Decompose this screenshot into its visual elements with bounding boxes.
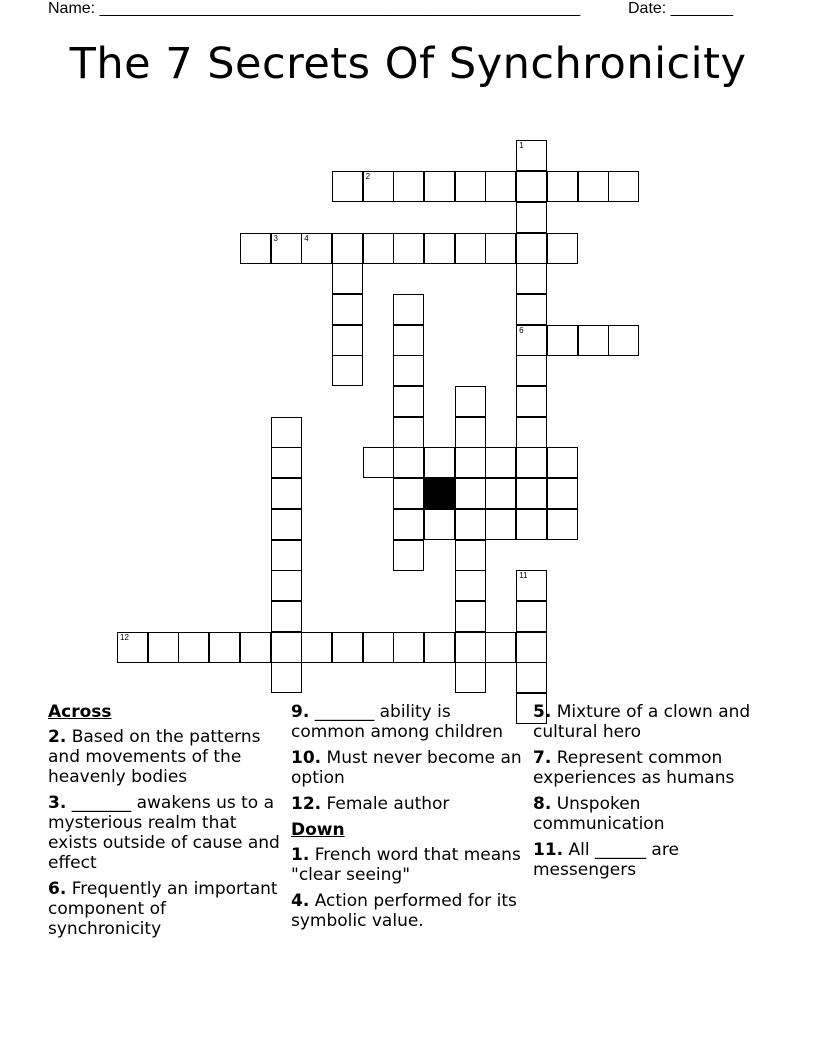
clue-number: 1.: [291, 845, 310, 865]
grid-cell[interactable]: [424, 632, 455, 663]
grid-cell[interactable]: [271, 509, 302, 540]
clue-text: Frequently an important component of synchronicity: [48, 879, 278, 939]
grid-cell[interactable]: [240, 632, 271, 663]
clue-number: 10.: [291, 748, 322, 768]
across-clues-part1: [48, 727, 284, 939]
grid-cell[interactable]: [271, 417, 302, 448]
grid-cell[interactable]: [455, 509, 486, 540]
grid-cell[interactable]: [393, 233, 424, 264]
grid-cell[interactable]: [393, 355, 424, 386]
clue-number: 9.: [291, 702, 310, 722]
grid-cell[interactable]: [455, 540, 486, 571]
clue-item: [291, 891, 527, 931]
grid-cell[interactable]: [516, 386, 547, 417]
grid-cell[interactable]: [271, 233, 302, 264]
clue-item: [48, 879, 284, 939]
clue-item: [48, 793, 284, 873]
clue-number: 2.: [48, 727, 67, 747]
date-blank[interactable]: _______: [670, 0, 733, 17]
name-label: Name:: [48, 0, 96, 17]
grid-cell[interactable]: [393, 540, 424, 571]
clue-number-label: 1: [519, 141, 524, 151]
grid-cell[interactable]: [332, 355, 363, 386]
grid-cell[interactable]: [271, 447, 302, 478]
clue-column-1: [48, 702, 284, 945]
grid-cell[interactable]: [516, 233, 547, 264]
grid-cell[interactable]: [455, 662, 486, 693]
grid-cell[interactable]: [516, 509, 547, 540]
across-heading: Across: [48, 702, 112, 722]
clue-number-label: 2: [365, 172, 371, 182]
grid-cell[interactable]: [516, 601, 547, 632]
grid-cell[interactable]: [301, 632, 332, 663]
clue-text: Based on the patterns and movements of the heavenly bodies: [48, 727, 261, 787]
grid-cell[interactable]: [393, 171, 424, 202]
clue-item: [533, 840, 769, 880]
grid-cell[interactable]: [455, 386, 486, 417]
down-clues-part1: [291, 845, 527, 931]
grid-cell[interactable]: [516, 325, 547, 356]
clue-item: [291, 702, 527, 742]
grid-cell[interactable]: [393, 325, 424, 356]
grid-cell[interactable]: [608, 171, 639, 202]
grid-cell[interactable]: [455, 171, 486, 202]
grid-cell[interactable]: [516, 355, 547, 386]
clue-number: 12.: [291, 794, 322, 814]
grid-cell[interactable]: [608, 325, 639, 356]
grid-cell[interactable]: [547, 478, 578, 509]
clue-number: 5.: [533, 702, 552, 722]
grid-cell[interactable]: [332, 294, 363, 325]
grid-cell[interactable]: [485, 447, 516, 478]
grid-cell[interactable]: [117, 632, 148, 663]
grid-cell[interactable]: [424, 509, 455, 540]
grid-cell[interactable]: [516, 570, 547, 601]
clue-item: [48, 727, 284, 787]
grid-cell[interactable]: [455, 570, 486, 601]
grid-cell[interactable]: [516, 632, 547, 663]
clue-number: 4.: [291, 891, 310, 911]
clue-text: All ______ are messengers: [533, 840, 679, 880]
grid-cell[interactable]: [455, 447, 486, 478]
clue-text: Represent common experiences as humans: [533, 748, 735, 788]
grid-cell[interactable]: [455, 601, 486, 632]
clue-number-label: 6: [519, 325, 524, 335]
clue-number: 8.: [533, 794, 552, 814]
grid-cell[interactable]: [271, 632, 302, 663]
grid-cell[interactable]: [240, 233, 271, 264]
clue-text: French word that means "clear seeing": [291, 845, 521, 885]
clue-number-label: 4: [304, 233, 309, 243]
grid-cell[interactable]: [363, 632, 394, 663]
grid-cell[interactable]: [393, 386, 424, 417]
clue-text: Unspoken communication: [533, 794, 665, 834]
grid-cell[interactable]: [271, 478, 302, 509]
grid-cell[interactable]: [209, 632, 240, 663]
grid-cell[interactable]: [516, 171, 547, 202]
clue-text: Must never become an option: [291, 748, 522, 788]
grid-cell[interactable]: [393, 447, 424, 478]
grid-cell[interactable]: [393, 417, 424, 448]
grid-cell[interactable]: [578, 171, 609, 202]
grid-cell[interactable]: [516, 417, 547, 448]
clue-text: _______ awakens us to a mysterious realm that exists outside of cause and effect: [48, 793, 280, 873]
grid-cell[interactable]: [178, 632, 209, 663]
clue-item: [533, 794, 769, 834]
grid-cell[interactable]: [148, 632, 179, 663]
clue-text: Mixture of a clown and cultural hero: [533, 702, 751, 742]
grid-cell[interactable]: [485, 509, 516, 540]
grid-cell[interactable]: [516, 447, 547, 478]
grid-cell[interactable]: [485, 233, 516, 264]
grid-cell[interactable]: [332, 632, 363, 663]
clue-number: 7.: [533, 748, 552, 768]
grid-cell[interactable]: [547, 171, 578, 202]
grid-cell[interactable]: [516, 662, 547, 693]
down-clues-part2: [533, 702, 769, 880]
clue-item: [533, 702, 769, 742]
clue-text: _______ ability is common among children: [291, 702, 504, 742]
clue-column-3: [533, 702, 769, 886]
grid-cell[interactable]: [301, 233, 332, 264]
grid-cell[interactable]: [424, 171, 455, 202]
grid-cell[interactable]: [271, 570, 302, 601]
grid-cell[interactable]: [271, 662, 302, 693]
clue-text: Action performed for its symbolic value.: [291, 891, 517, 931]
grid-cell[interactable]: [363, 447, 394, 478]
grid-cell[interactable]: [516, 294, 547, 325]
clue-column-2: [291, 702, 527, 937]
grid-cell[interactable]: [393, 632, 424, 663]
grid-cell[interactable]: [455, 233, 486, 264]
clue-number-label: 12: [120, 632, 129, 642]
clue-item: [533, 748, 769, 788]
grid-cell[interactable]: [455, 478, 486, 509]
grid-cell[interactable]: [578, 325, 609, 356]
page-title: The 7 Secrets Of Synchronicity: [69, 39, 747, 89]
clue-number-label: 11: [519, 571, 528, 581]
grid-cell[interactable]: [547, 509, 578, 540]
grid-cell[interactable]: [485, 632, 516, 663]
grid-cell[interactable]: [332, 171, 363, 202]
date-label: Date:: [628, 0, 667, 17]
grid-cell[interactable]: [485, 478, 516, 509]
grid-cell[interactable]: [516, 478, 547, 509]
grid-cell[interactable]: [547, 447, 578, 478]
grid-cell[interactable]: [424, 233, 455, 264]
grid-cell[interactable]: [516, 263, 547, 294]
clue-item: [291, 748, 527, 788]
grid-cell[interactable]: [485, 171, 516, 202]
grid-cell[interactable]: [424, 447, 455, 478]
grid-cell[interactable]: [332, 263, 363, 294]
clue-item: [291, 845, 527, 885]
grid-cell[interactable]: [516, 140, 547, 171]
clue-item: [291, 794, 527, 814]
grid-cell[interactable]: [455, 632, 486, 663]
grid-cell[interactable]: [271, 601, 302, 632]
clue-number-label: 3: [273, 233, 278, 243]
grid-cell[interactable]: [516, 202, 547, 233]
name-blank[interactable]: ______________________________________________________: [99, 0, 581, 17]
grid-cell[interactable]: [363, 171, 394, 202]
clue-number: 6.: [48, 879, 67, 899]
across-clues-part2: [291, 702, 527, 814]
grid-cell[interactable]: [547, 325, 578, 356]
grid-cell[interactable]: [393, 509, 424, 540]
clue-number: 11.: [533, 840, 564, 860]
grid-cell[interactable]: [547, 233, 578, 264]
grid-cell[interactable]: [271, 540, 302, 571]
clue-text: Female author: [321, 794, 450, 814]
grid-cell[interactable]: [393, 478, 424, 509]
grid-cell[interactable]: [363, 233, 394, 264]
grid-cell[interactable]: [332, 325, 363, 356]
grid-cell[interactable]: [332, 233, 363, 264]
grid-cell[interactable]: [393, 294, 424, 325]
black-cell: [424, 478, 455, 509]
grid-cell[interactable]: [455, 417, 486, 448]
down-heading: Down: [291, 820, 345, 840]
clue-number: 3.: [48, 793, 67, 813]
